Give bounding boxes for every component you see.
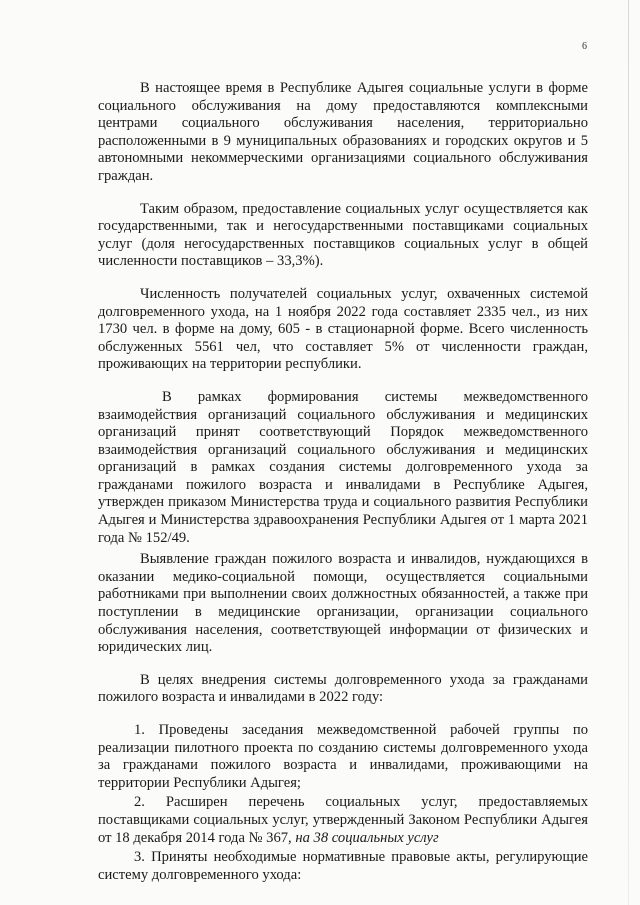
list-item-1: 1. Проведены заседания межведомственной рабочей группы по реализации пилотного проекта по созданию системы долговременного ухода за гражданами пожилого возраста и инвалидами, проживающими на территории Республики Адыгея;	[98, 722, 588, 791]
paragraph-interaction-order: В рамках формирования системы межведомственного взаимодействия организаций социального обслуживания и медицинских организаций принят соответствующий Порядок межведомственного взаимодействия организаций социального обслуживания и медицинских организаций в рамках создания системы долговременного ухода за гражданами пожилого возраста и инвалидами в Республике Адыгея, утвержден приказом Министерства труда и социального развития Республики Адыгея и Министерства здравоохранения Республики Адыгея от 1 марта 2021 года № 152/49.	[98, 388, 588, 546]
paragraph-implementation-intro: В целях внедрения системы долговременного ухода за гражданами пожилого возраста и инвалидами в 2022 году:	[98, 671, 588, 706]
paragraph-identification: Выявление граждан пожилого возраста и инвалидов, нуждающихся в оказании медико-социальной помощи, осуществляется социальными работниками при выполнении своих должностных обязанностей, а также при поступлении в медицинские организации, организации социального обслуживания населения, соответствующей информации от физических и юридических лиц.	[98, 551, 588, 656]
paragraph-providers: Таким образом, предоставление социальных услуг осуществляется как государственными, так и негосударственными поставщиками социальных услуг (доля негосударственных поставщиков социальных услуг в общей численности поставщиков – 33,3%).	[98, 200, 588, 270]
page-number: 6	[582, 41, 587, 52]
paragraph-social-services: В настоящее время в Республике Адыгея социальные услуги в форме социального обслуживания на дому предоставляются комплексными центрами социального обслуживания населения, территориально расположенными в 9 муниципальных образованиях и городских округов и 5 автономными некоммерческими организациями социального обслуживания граждан.	[98, 80, 588, 184]
document-body	[98, 80, 588, 884]
list-item-2	[98, 794, 588, 847]
paragraph-recipients: Численность получателей социальных услуг, охваченных системой долговременного ухода, на 1 ноября 2022 года составляет 2335 чел., из них 1730 чел. в форме на дому, 605 - в стационарной форме. Всего численность обслуженных 5561 чел, что составляет 5% от численности граждан, проживающих на территории республики.	[98, 285, 588, 373]
list-item-2-italic: на 38 социальных услуг	[295, 829, 439, 846]
page-edge	[628, 0, 629, 905]
list-item-3: 3. Приняты необходимые нормативные правовые акты, регулирующие систему долговременного ухода:	[98, 849, 588, 883]
list-item-2-text: 2. Расширен перечень социальных услуг, предоставляемых поставщиками социальных услуг, утвержденный Законом Республики Адыгея от 18 декабря 2014 года № 367,	[98, 794, 588, 846]
